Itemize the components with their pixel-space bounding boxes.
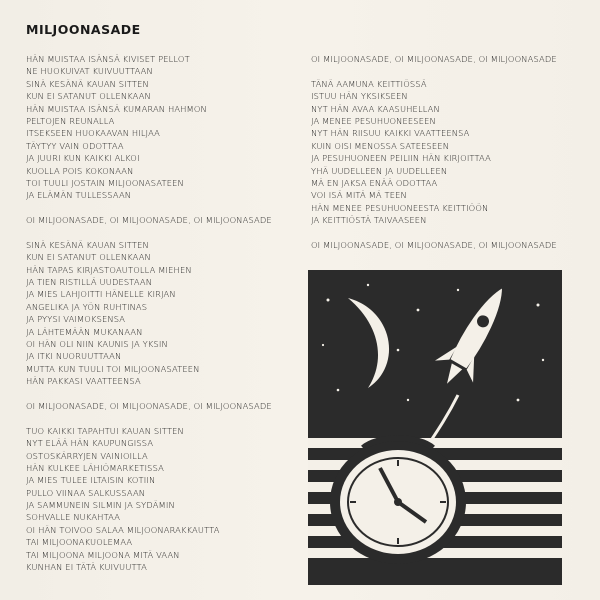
lyric-line: OI HÄN OLI NIIN KAUNIS JA YKSIN <box>26 338 168 349</box>
lyric-line: TOI TUULI JOSTAIN MILJOONASATEEN <box>26 177 184 188</box>
lyric-line: OI MILJOONASADE, OI MILJOONASADE, OI MILJOONASADE <box>26 215 272 226</box>
lyric-line: HÄN TAPAS KIRJASTOAUTOLLA MIEHEN <box>26 264 192 275</box>
lyric-line: JA JUURI KUN KAIKKI ALKOI <box>26 153 140 164</box>
lyric-line: PELTOJEN REUNALLA <box>26 115 115 126</box>
lyric-line: JA LÄHTEMÄÄN MUKANAAN <box>26 326 143 337</box>
lyric-line: SOHVALLE NUKAHTAA <box>26 512 121 523</box>
song-title: MILJOONASADE <box>26 22 141 37</box>
lyric-line: KUIN OISI MENOSSA SATEESEEN <box>311 140 450 151</box>
lyric-line: JA MIES TULEE ILTAISIN KOTIIN <box>26 475 156 486</box>
lyric-line: NYT HÄN AVAA KAASUHELLAN <box>311 103 440 114</box>
lyrics-column-left <box>26 53 294 573</box>
lyric-line: SINÄ KESÄNÄ KAUAN SITTEN <box>26 78 149 89</box>
lyric-line: KUN EI SATANUT OLLENKAAN <box>26 252 151 263</box>
stanza-gap <box>311 65 581 77</box>
lyric-line: JA PESUHUONEEN PEILIIN HÄN KIRJOITTAA <box>311 153 491 164</box>
lyric-line: TUO KAIKKI TAPAHTUI KAUAN SITTEN <box>26 425 184 436</box>
lyric-line: HÄN MENEE PESUHUONEESTA KEITTIÖÖN <box>311 202 489 213</box>
lyric-line: JA MENEE PESUHUONEESEEN <box>311 115 436 126</box>
lyric-line: JA TIEN RISTILLÄ UUDESTAAN <box>26 277 153 288</box>
lyric-line: YHÄ UUDELLEEN JA UUDELLEEN <box>311 165 448 176</box>
lyric-line: JA ELÄMÄN TULLESSAAN <box>26 190 132 201</box>
stanza-gap <box>26 412 294 424</box>
stanza-gap <box>311 226 581 238</box>
lyric-line: TÄNÄ AAMUNA KEITTIÖSSÄ <box>311 78 427 89</box>
lyric-line: KUN EI SATANUT OLLENKAAN <box>26 91 151 102</box>
lyrics-column-right <box>311 53 581 251</box>
lyric-line: KUOLLA POIS KOKONAAN <box>26 165 134 176</box>
lyric-line: ANGELIKA JA YÖN RUHTINAS <box>26 301 148 312</box>
lyric-line: JA MIES LAHJOITTI HÄNELLE KIRJAN <box>26 289 176 300</box>
lyric-line: OI HÄN TOIVOO SALAA MILJOONARAKKAUTTA <box>26 524 220 535</box>
lyric-line: HÄN PAKKASI VAATTEENSA <box>26 376 141 387</box>
lyric-line: OSTOSKÄRRYJEN VAINIOILLA <box>26 450 148 461</box>
lyric-line: KUNHAN EI TÄTÄ KUIVUUTTA <box>26 562 147 573</box>
lyric-line: OI MILJOONASADE, OI MILJOONASADE, OI MILJOONASADE <box>311 239 557 250</box>
lyric-line: NYT ELÄÄ HÄN KAUPUNGISSA <box>26 438 154 449</box>
lyric-line: MÄ EN JAKSA ENÄÄ ODOTTAA <box>311 177 438 188</box>
lyric-line: OI MILJOONASADE, OI MILJOONASADE, OI MILJOONASADE <box>26 400 272 411</box>
lyric-line: TÄYTYY VAIN ODOTTAA <box>26 140 124 151</box>
lyric-line: MUTTA KUN TUULI TOI MILJOONASATEEN <box>26 363 200 374</box>
lyric-line: VOI ISÄ MITÄ MÄ TEEN <box>311 190 407 201</box>
stanza-gap <box>26 202 294 214</box>
lyric-line: SINÄ KESÄNÄ KAUAN SITTEN <box>26 239 149 250</box>
lyric-line: HÄN KULKEE LÄHIÖMARKETISSA <box>26 462 164 473</box>
lyric-line: TAI MILJOONAKUOLEMAA <box>26 537 133 548</box>
lyric-line: ITSEKSEEN HUOKAAVAN HILJAA <box>26 128 161 139</box>
lyric-line: JA KEITTIÖSTÄ TAIVAASEEN <box>311 215 427 226</box>
lyric-line: PULLO VIINAA SALKUSSAAN <box>26 487 146 498</box>
lyric-line: OI MILJOONASADE, OI MILJOONASADE, OI MILJOONASADE <box>311 54 557 64</box>
stanza-gap <box>26 226 294 238</box>
lyric-line: JA PYYSI VAIMOKSENSA <box>26 314 126 325</box>
lyric-line: NE HUOKUIVAT KUIVUUTTAAN <box>26 66 153 77</box>
lyric-line: HÄN MUISTAA ISÄNSÄ KIVISET PELLOT <box>26 54 190 64</box>
stanza-gap <box>26 388 294 400</box>
moon-rocket-clock-illustration <box>308 270 562 585</box>
lyric-line: JA SAMMUNEIN SILMIN JA SYDÄMIN <box>26 500 175 511</box>
lyric-line: JA ITKI NUORUUTTAAN <box>26 351 122 362</box>
lyric-line: TAI MILJOONA MILJOONA MITÄ VAAN <box>26 549 180 560</box>
lyric-line: NYT HÄN RIISUU KAIKKI VAATTEENSA <box>311 128 470 139</box>
lyric-line: HÄN MUISTAA ISÄNSÄ KUMARAN HAHMON <box>26 103 207 114</box>
lyric-line: ISTUU HÄN YKSIKSEEN <box>311 91 408 102</box>
